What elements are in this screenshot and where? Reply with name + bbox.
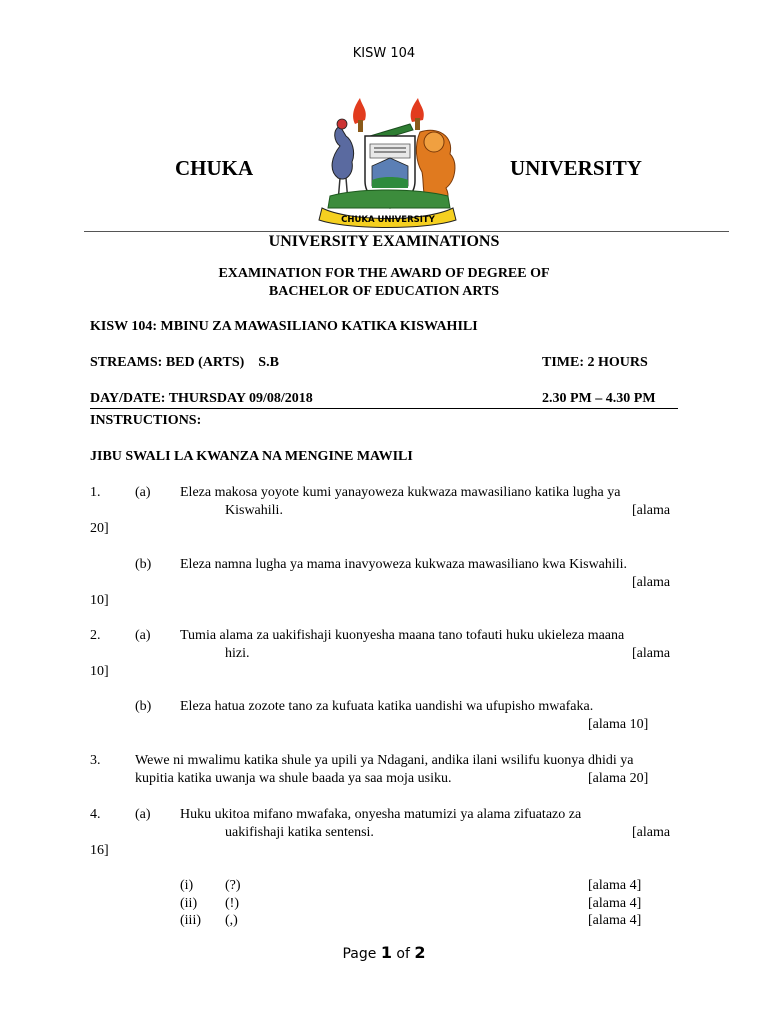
marks: [alama 20] (588, 771, 649, 786)
question-number: 1. (90, 485, 101, 500)
question-text: Tumia alama za uakifishaji kuonyesha maana tano tofauti huku ukieleza maana (180, 628, 625, 643)
instructions-label: INSTRUCTIONS: (90, 413, 202, 428)
day-date-rule (90, 408, 678, 409)
logo-banner-text: CHUKA UNIVERSITY (341, 215, 435, 225)
question-number: 4. (90, 807, 101, 822)
question-text: Eleza namna lugha ya mama inavyoweza kukwaza mawasiliano kwa Kiswahili. (180, 557, 628, 572)
question-text: kupitia katika uwanja wa shule baada ya saa moja usiku. (135, 771, 452, 786)
sub-part-label: (iii) (180, 913, 201, 928)
exam-time: TIME: 2 HOURS (542, 355, 648, 370)
exam-heading: UNIVERSITY EXAMINATIONS (268, 233, 500, 250)
marks: [alama 10] (588, 717, 649, 732)
marks: 20] (90, 521, 109, 536)
marks: 10] (90, 593, 109, 608)
award-line-1: EXAMINATION FOR THE AWARD OF DEGREE OF (218, 266, 550, 281)
streams: STREAMS: BED (ARTS) S.B (90, 355, 279, 370)
marks: [alama 4] (588, 896, 642, 911)
question-text: Kiswahili. (225, 503, 283, 518)
question-text: Eleza makosa yoyote kumi yanayoweza kukwaza mawasiliano katika lugha ya (180, 485, 621, 500)
marks: [alama (632, 825, 671, 840)
question-text: Eleza hatua zozote tano za kufuata katika uandishi wa ufupisho mwafaka. (180, 699, 594, 714)
page-prefix: Page (342, 946, 377, 962)
day-date: DAY/DATE: THURSDAY 09/08/2018 (90, 391, 313, 406)
header-rule (84, 231, 729, 232)
sub-part-label: (i) (180, 878, 194, 893)
part-label: (b) (135, 557, 152, 572)
question-number: 2. (90, 628, 101, 643)
university-title-left: CHUKA (175, 156, 254, 180)
part-label: (a) (135, 485, 151, 500)
part-label: (a) (135, 628, 151, 643)
page-total: 2 (414, 943, 426, 962)
university-title-right: UNIVERSITY (510, 156, 642, 180)
page-current: 1 (380, 943, 392, 962)
marks: 10] (90, 664, 109, 679)
course-code-header: KISW 104 (352, 46, 416, 61)
part-label: (b) (135, 699, 152, 714)
question-text: hizi. (225, 646, 250, 661)
marks: [alama 4] (588, 913, 642, 928)
question-text: uakifishaji katika sentensi. (225, 825, 374, 840)
university-crest-logo (310, 96, 465, 228)
question-number: 3. (90, 753, 101, 768)
question-text: Huku ukitoa mifano mwafaka, onyesha matumizi ya alama zifuatazo za (180, 807, 582, 822)
sub-part-label: (ii) (180, 896, 198, 911)
exam-hours: 2.30 PM – 4.30 PM (542, 391, 656, 406)
punctuation-symbol: (?) (225, 878, 241, 893)
course-title: KISW 104: MBINU ZA MAWASILIANO KATIKA KISWAHILI (90, 319, 478, 334)
marks: [alama (632, 575, 671, 590)
punctuation-symbol: (,) (225, 913, 238, 928)
marks: [alama 4] (588, 878, 642, 893)
instruction-text: JIBU SWALI LA KWANZA NA MENGINE MAWILI (90, 449, 413, 464)
marks: [alama (632, 646, 671, 661)
page-footer (0, 943, 768, 962)
marks: 16] (90, 843, 109, 858)
punctuation-symbol: (!) (225, 896, 239, 911)
page-of: of (396, 946, 410, 962)
question-text: Wewe ni mwalimu katika shule ya upili ya Ndagani, andika ilani wsilifu kuonya dhidi ya (135, 753, 634, 768)
award-line-2: BACHELOR OF EDUCATION ARTS (268, 284, 500, 299)
part-label: (a) (135, 807, 151, 822)
marks: [alama (632, 503, 671, 518)
